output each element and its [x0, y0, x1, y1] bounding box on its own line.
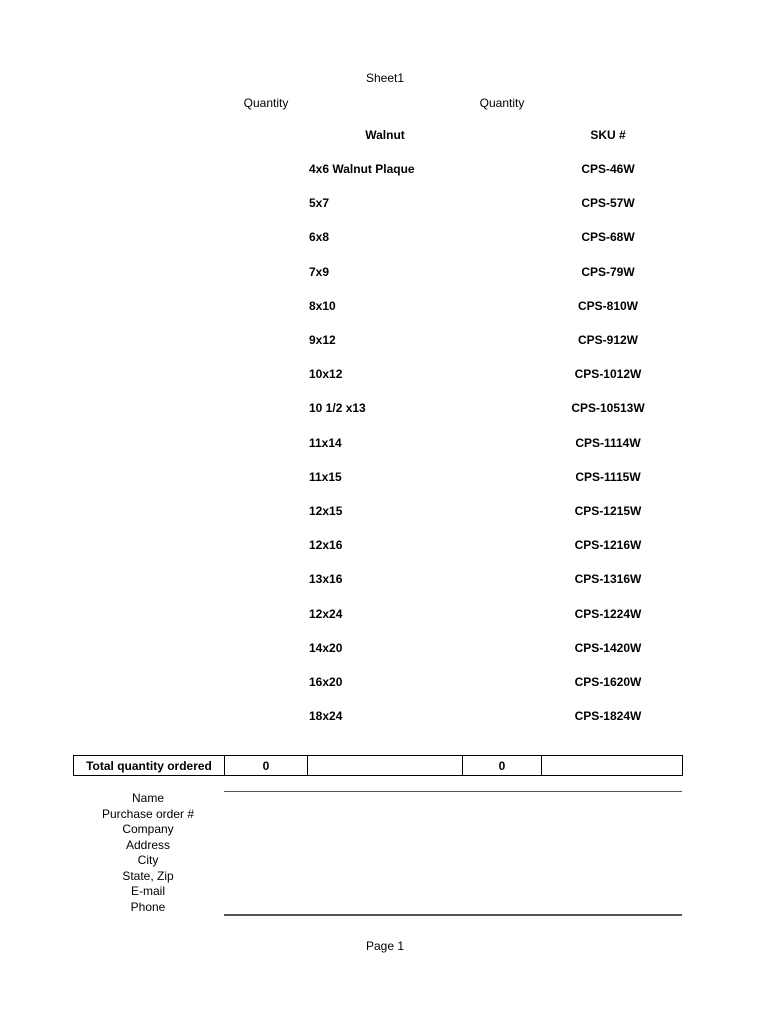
- item-row: [0, 538, 770, 554]
- info-field-label: State, Zip: [122, 868, 174, 883]
- info-field-label: E-mail: [130, 884, 165, 898]
- totals-row: [74, 756, 683, 776]
- item-size: 18x24: [309, 709, 343, 723]
- item-sku: CPS-1316W: [574, 572, 642, 586]
- info-field-label: Phone: [130, 899, 166, 914]
- item-sku: CPS-68W: [581, 230, 635, 244]
- total-label: Total quantity ordered: [74, 756, 225, 776]
- item-sku: CPS-1215W: [574, 504, 642, 518]
- item-sku: CPS-10513W: [571, 401, 645, 415]
- item-size: 12x24: [309, 607, 343, 621]
- item-sku: CPS-1115W: [575, 470, 641, 484]
- item-size: 5x7: [309, 196, 330, 210]
- sheet-title: Sheet1: [365, 71, 405, 85]
- item-size: 16x20: [309, 675, 343, 689]
- item-row: [0, 162, 770, 178]
- item-sku: CPS-1824W: [574, 709, 642, 723]
- item-size: 9x12: [309, 333, 336, 347]
- item-size: 11x15: [309, 470, 342, 484]
- item-size: 13x16: [309, 572, 343, 586]
- info-field-label: Address: [125, 837, 171, 852]
- item-size: 4x6 Walnut Plaque: [309, 162, 415, 176]
- customer-info-labels: [73, 791, 223, 915]
- item-row: [0, 230, 770, 246]
- item-size: 6x8: [309, 230, 330, 244]
- item-size: 12x16: [309, 538, 343, 552]
- item-size: 7x9: [309, 265, 330, 279]
- item-sku: CPS-1224W: [574, 607, 642, 621]
- quantity-header-left: Quantity: [243, 96, 289, 110]
- item-row: [0, 401, 770, 417]
- item-sku: CPS-79W: [581, 265, 635, 279]
- info-field-label: Company: [122, 822, 174, 836]
- info-field-label: Name: [131, 791, 164, 805]
- item-sku: CPS-46W: [581, 162, 635, 176]
- totals-table: [73, 755, 683, 776]
- total-blank-cell-1[interactable]: [308, 756, 463, 776]
- item-row: [0, 436, 770, 452]
- item-row: [0, 265, 770, 281]
- item-sku: CPS-912W: [577, 333, 639, 347]
- item-row: [0, 470, 770, 486]
- page-number: Page 1: [365, 939, 405, 953]
- item-row: [0, 641, 770, 657]
- item-size: 10 1/2 x13: [309, 401, 366, 415]
- item-size: 11x14: [309, 436, 342, 450]
- item-size: 8x10: [309, 299, 336, 313]
- item-row: [0, 675, 770, 691]
- item-sku: CPS-1114W: [575, 436, 641, 450]
- info-field-label: City: [137, 853, 159, 867]
- item-sku: CPS-1216W: [574, 538, 642, 552]
- item-sku: CPS-57W: [581, 196, 635, 210]
- item-row: [0, 504, 770, 520]
- item-row: [0, 607, 770, 623]
- info-field-label: Purchase order #: [101, 806, 195, 821]
- item-sku: CPS-1012W: [574, 367, 642, 381]
- item-sku: CPS-1620W: [574, 675, 642, 689]
- walnut-header: Walnut: [365, 128, 405, 142]
- item-row: [0, 196, 770, 212]
- item-sku: CPS-810W: [577, 299, 639, 313]
- item-row: [0, 367, 770, 383]
- item-row: [0, 572, 770, 588]
- sku-header: SKU #: [590, 128, 626, 142]
- item-size: 14x20: [309, 641, 343, 655]
- total-qty-left[interactable]: 0: [225, 756, 308, 776]
- quantity-header-right: Quantity: [479, 96, 525, 110]
- item-row: [0, 333, 770, 349]
- info-bottom-rule: [224, 914, 682, 916]
- item-size: 12x15: [309, 504, 343, 518]
- info-top-rule: [224, 791, 682, 792]
- item-row: [0, 299, 770, 315]
- total-qty-right[interactable]: 0: [463, 756, 542, 776]
- item-sku: CPS-1420W: [574, 641, 642, 655]
- total-blank-cell-2[interactable]: [542, 756, 683, 776]
- item-size: 10x12: [309, 367, 343, 381]
- item-row: [0, 709, 770, 725]
